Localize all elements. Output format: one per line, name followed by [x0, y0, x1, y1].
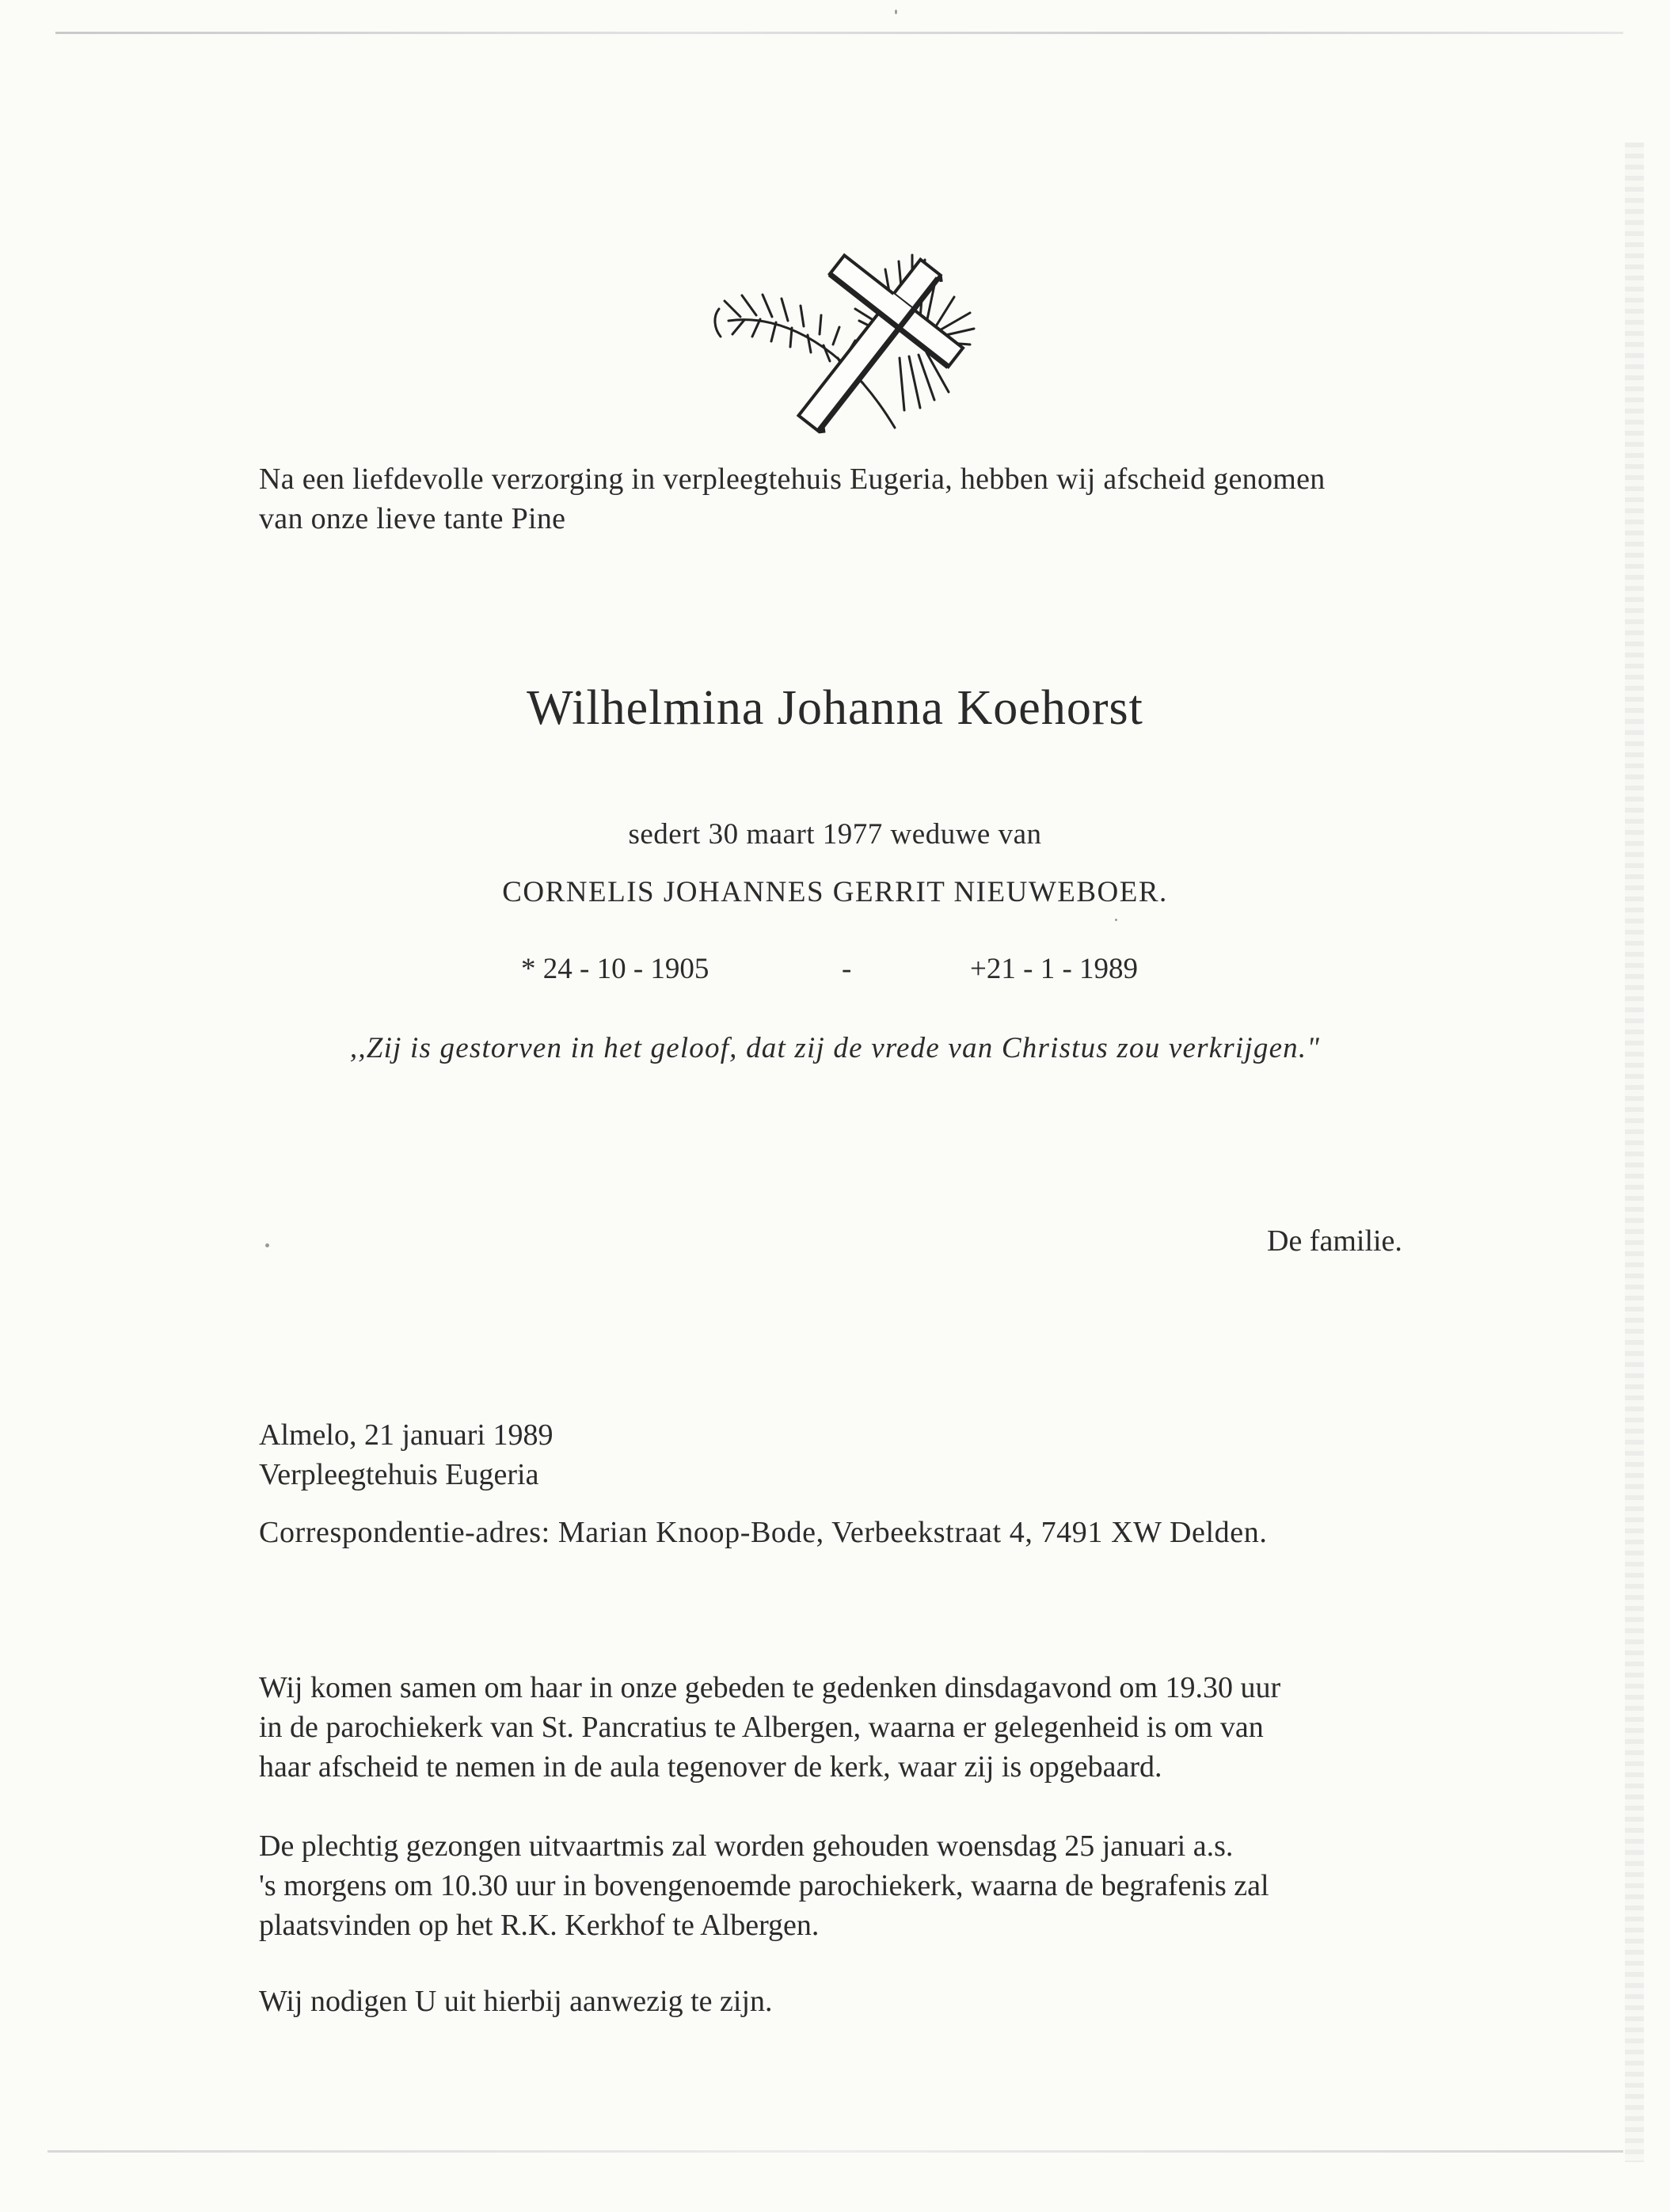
invitation-paragraph: [259, 1982, 1431, 2021]
scan-speck: [895, 10, 897, 14]
memorial-quote: ,,Zij is gestorven in het geloof, dat zij de vrede van Christus zou verkrijgen.": [349, 1032, 1321, 1064]
prayer-service-paragraph: [259, 1668, 1431, 1787]
scan-speck: [1115, 919, 1117, 921]
scan-speck: [265, 1243, 269, 1247]
paragraph-line: in de parochiekerk van St. Pancratius te Albergen, waarna er gelegenheid is om van: [259, 1711, 1264, 1744]
location: Verpleegtehuis Eugeria: [259, 1458, 539, 1491]
birth-date: * 24 - 10 - 1905: [521, 953, 709, 985]
paragraph-line: plaatsvinden op het R.K. Kerkhof te Albergen.: [259, 1909, 820, 1942]
death-date: +21 - 1 - 1989: [970, 953, 1139, 985]
intro-line: van onze lieve tante Pine: [259, 502, 566, 535]
paragraph-line: 's morgens om 10.30 uur in bovengenoemde parochiekerk, waarna de begrafenis zal: [259, 1869, 1269, 1902]
place-date: Almelo, 21 januari 1989: [259, 1418, 553, 1452]
intro-text: [259, 459, 1447, 539]
intro-line: Na een liefdevolle verzorging in verpleegtehuis Eugeria, hebben wij afscheid genomen: [259, 463, 1326, 496]
paragraph-line: De plechtig gezongen uitvaartmis zal worden gehouden woensdag 25 januari a.s.: [259, 1829, 1234, 1863]
deceased-name: Wilhelmina Johanna Koehorst: [527, 681, 1143, 735]
signature-family: De familie.: [1267, 1224, 1402, 1258]
paragraph-line: haar afscheid te nemen in de aula tegenover de kerk, waar zij is opgebaard.: [259, 1750, 1162, 1784]
paragraph-line: Wij nodigen U uit hierbij aanwezig te zijn.: [259, 1985, 773, 2018]
funeral-mass-paragraph: [259, 1826, 1431, 1945]
correspondence-address: Correspondentie-adres: Marian Knoop-Bode, Verbeekstraat 4, 7491 XW Delden.: [259, 1516, 1268, 1549]
husband-name: CORNELIS JOHANNES GERRIT NIEUWEBOER.: [502, 876, 1168, 908]
cross-with-palm-branch-and-rays-icon: [697, 238, 1014, 444]
widow-line: sedert 30 maart 1977 weduwe van: [628, 818, 1042, 851]
date-separator: -: [842, 953, 852, 985]
paragraph-line: Wij komen samen om haar in onze gebeden te gedenken dinsdagavond om 19.30 uur: [259, 1671, 1281, 1704]
